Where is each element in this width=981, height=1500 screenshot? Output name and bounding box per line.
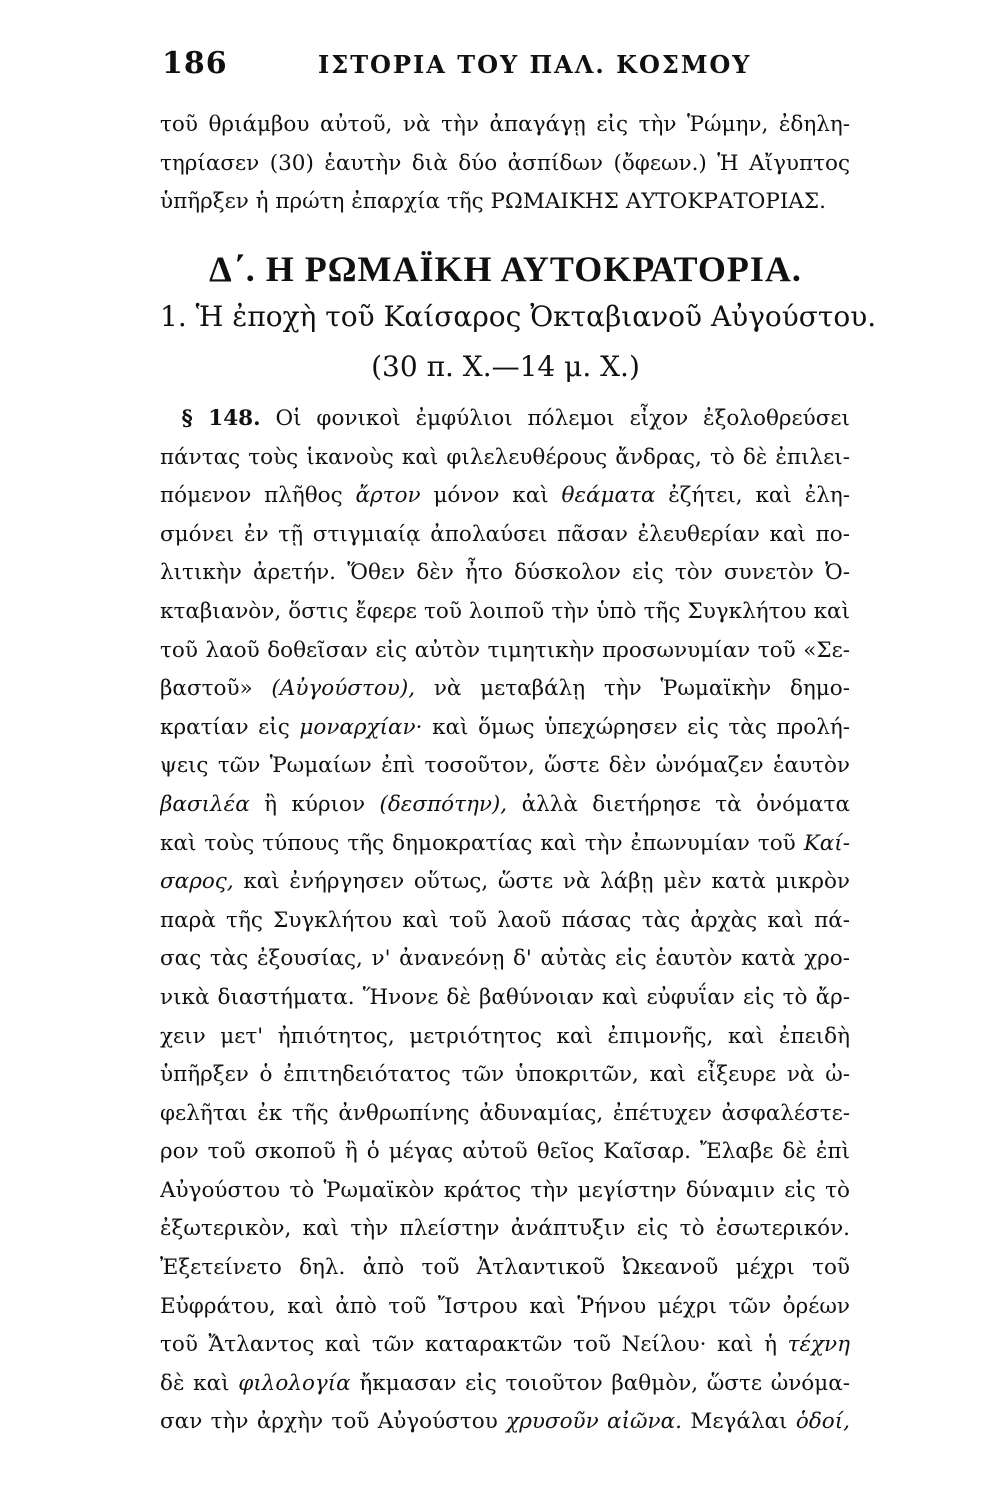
italic-term: θεάματα	[561, 483, 656, 509]
text-span: ἐζήτει, καὶ ἐλη-	[668, 483, 850, 509]
text-span: ἢ κύριον	[264, 791, 366, 817]
text-line	[160, 670, 850, 709]
date-range: (30 π. Χ.—14 μ. Χ.)	[371, 350, 640, 383]
section-heading: Δ΄. Η ΡΩΜΑΪΚΗ ΑΥΤΟΚΡΑΤΟΡΙΑ.	[209, 249, 802, 289]
text-line: πάντας τοὺς ἱκανοὺς καὶ φιλελευθέρους ἄνδρας, τὸ δὲ ἐπιλει-	[160, 444, 850, 470]
italic-term: σαρος,	[160, 869, 234, 895]
text-line	[160, 1365, 850, 1404]
text-line: λιτικὴν ἀρετήν. Ὅθεν δὲν ἦτο δύσκολον εἰς τὸν συνετὸν Ὀ-	[160, 560, 850, 586]
text-span: δὲ καὶ	[160, 1370, 230, 1396]
italic-term: ὁδοί,	[795, 1409, 850, 1435]
intro-text	[160, 106, 850, 222]
text-line: νικὰ διαστήματα. Ἥνονε δὲ βαθύνοιαν καὶ εὐφυΐαν εἰς τὸ ἄρ-	[160, 984, 850, 1010]
italic-term: μοναρχίαν·	[299, 714, 423, 740]
text-span: καὶ ἐνήργησεν οὕτως, ὥστε νὰ λάβῃ μὲν κατὰ μικρὸν	[243, 869, 850, 895]
italic-term: τέχνη	[787, 1332, 850, 1358]
text-line: ρον τοῦ σκοποῦ ἢ ὁ μέγας αὐτοῦ θεῖος Καῖσαρ. Ἔλαβε δὲ ἐπὶ	[160, 1139, 850, 1165]
page-number: 186	[162, 46, 228, 81]
text-line	[160, 1403, 850, 1442]
text-span: πόμενον πλῆθος	[160, 483, 343, 509]
text-span: νὰ μεταβάλῃ τὴν Ῥωμαϊκὴν δημο-	[433, 676, 850, 702]
text-line: φελῆται ἐκ τῆς ἀνθρωπίνης ἀδυναμίας, ἐπέτυχεν ἀσφαλέστε-	[160, 1100, 850, 1126]
text-line: σμόνει ἐν τῇ στιγμιαίᾳ ἀπολαύσει πᾶσαν ἐλευθερίαν καὶ πο-	[160, 521, 850, 547]
text-line: Αὐγούστου τὸ Ῥωμαϊκὸν κράτος τὴν μεγίστην δύναμιν εἰς τὸ	[160, 1177, 850, 1203]
text-line	[160, 825, 850, 864]
text-line: ἐξωτερικὸν, καὶ τὴν πλείστην ἀνάπτυξιν εἰς τὸ ἐσωτερικόν.	[160, 1216, 850, 1242]
text-line: ὑπῆρξεν ἡ πρώτη ἐπαρχία τῆς ΡΩΜΑΙΚΗΣ ΑΥΤΟΚΡΑΤΟΡΙΑΣ.	[160, 189, 826, 215]
paragraph-148	[160, 400, 850, 1442]
text-span: μόνον καὶ	[433, 483, 549, 509]
text-line	[160, 863, 850, 902]
text-line: σας τὰς ἐξουσίας, ν' ἀνανεόνῃ δ' αὐτὰς εἰς ἑαυτὸν κατὰ χρο-	[160, 946, 850, 972]
italic-term: ἄρτον	[355, 483, 421, 509]
text-line: τηρίασεν (30) ἑαυτὴν διὰ δύο ἀσπίδων (ὄφεων.) Ἡ Αἴγυπτος	[160, 150, 850, 176]
text-span: καὶ ὅμως ὑπεχώρησεν εἰς τὰς προλή-	[432, 714, 850, 740]
text-line	[160, 477, 850, 516]
text-span: σαν τὴν ἀρχὴν τοῦ Αὐγούστου	[160, 1409, 498, 1435]
text-span: κρατίαν εἰς	[160, 714, 290, 740]
text-span: ἀλλὰ διετήρησε τὰ ὀνόματα	[521, 791, 850, 817]
running-title: ΙΣΤΟΡΙΑ ΤΟΥ ΠΑΛ. ΚΟΣΜΟΥ	[318, 50, 752, 79]
text-line: Εὐφράτου, καὶ ἀπὸ τοῦ Ἴστρου καὶ Ῥήνου μέχρι τῶν ὀρέων	[160, 1293, 850, 1319]
text-line: χειν μετ' ἠπιότητος, μετριότητος καὶ ἐπιμονῆς, καὶ ἐπειδὴ	[160, 1023, 850, 1049]
text-line: ψεις τῶν Ῥωμαίων ἐπὶ τοσοῦτον, ὥστε δὲν ὠνόμαζεν ἑαυτὸν	[160, 753, 850, 779]
italic-term: φιλολογία	[238, 1370, 351, 1396]
text-span: βαστοῦ»	[160, 676, 253, 702]
chapter-subheading: 1. Ἡ ἐποχὴ τοῦ Καίσαρος Ὀκταβιανοῦ Αὐγούστου.	[160, 300, 877, 333]
text-span: Οἱ φονικοὶ ἐμφύλιοι πόλεμοι εἶχον ἐξολοθρεύσει	[275, 406, 850, 431]
text-line: Ἐξετείνετο δηλ. ἀπὸ τοῦ Ἀτλαντικοῦ Ὠκεανοῦ μέχρι τοῦ	[160, 1255, 850, 1281]
running-head	[0, 46, 981, 86]
text-line: τοῦ λαοῦ δοθεῖσαν εἰς αὐτὸν τιμητικὴν προσωνυμίαν τοῦ «Σε-	[160, 637, 850, 663]
text-line	[160, 786, 850, 825]
text-line: τοῦ θριάμβου αὐτοῦ, νὰ τὴν ἀπαγάγῃ εἰς τὴν Ῥώμην, ἐδηλη-	[160, 112, 850, 137]
italic-term: χρυσοῦν αἰῶνα.	[506, 1409, 682, 1435]
text-line	[160, 1326, 850, 1365]
text-span: τοῦ Ἄτλαντος καὶ τῶν καταρακτῶν τοῦ Νείλου· καὶ ἡ	[160, 1332, 777, 1358]
text-line	[160, 709, 850, 748]
italic-term: (δεσπότην),	[379, 791, 508, 817]
text-span: ἤκμασαν εἰς τοιοῦτον βαθμὸν, ὥστε ὠνόμα-	[359, 1370, 850, 1396]
text-span: καὶ τοὺς τύπους τῆς δημοκρατίας καὶ τὴν ἐπωνυμίαν τοῦ	[160, 830, 796, 856]
text-line: παρὰ τῆς Συγκλήτου καὶ τοῦ λαοῦ πάσας τὰς ἀρχὰς καὶ πά-	[160, 907, 850, 933]
italic-term: βασιλέα	[160, 791, 250, 817]
italic-term: Καί-	[803, 830, 850, 856]
text-line: κταβιανὸν, ὅστις ἔφερε τοῦ λοιποῦ τὴν ὑπὸ τῆς Συγκλήτου καὶ	[160, 598, 850, 624]
text-line	[160, 400, 850, 439]
text-span: Μεγάλαι	[690, 1409, 788, 1435]
paragraph-number: § 148.	[181, 406, 261, 431]
italic-term: (Αὐγούστου),	[271, 676, 416, 702]
text-line: ὑπῆρξεν ὁ ἐπιτηδειότατος τῶν ὑποκριτῶν, καὶ εἶξευρε νὰ ὠ-	[160, 1062, 850, 1088]
